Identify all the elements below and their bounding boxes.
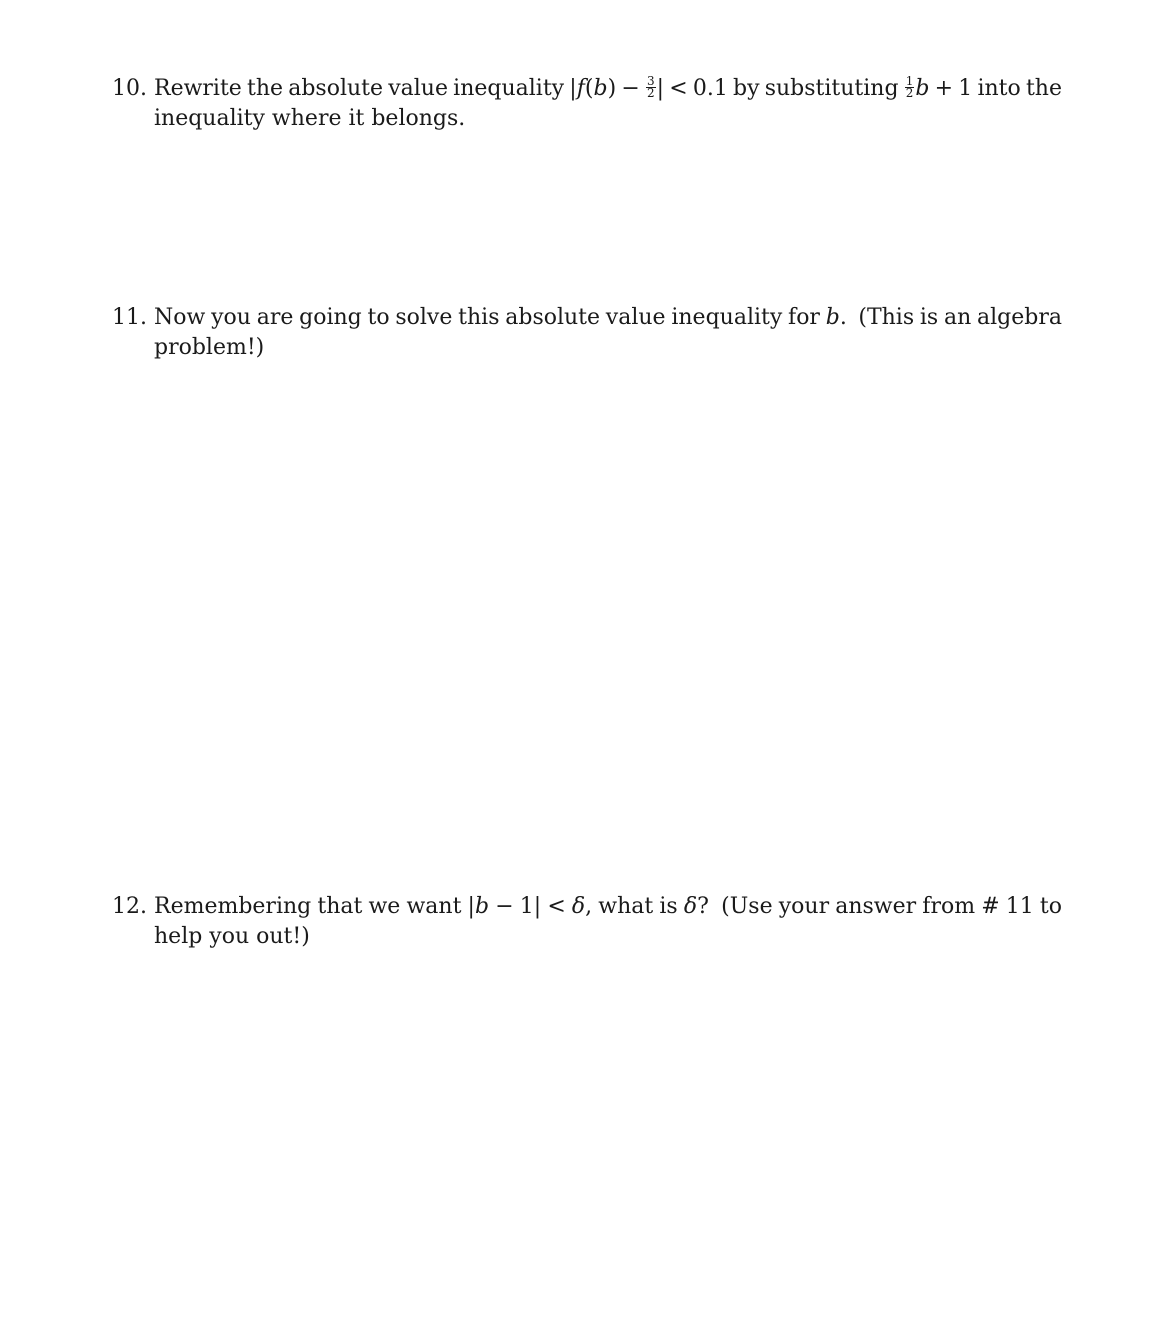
- problem-text: [154, 74, 1062, 134]
- line-group: [154, 74, 1062, 104]
- text-segment: Rewrite the absolute value inequality |: [154, 76, 577, 101]
- problem-10: [112, 74, 1062, 134]
- text-segment: − 1| <: [489, 894, 566, 919]
- fraction-denominator: 2: [905, 85, 914, 100]
- math-variable: b: [915, 76, 930, 101]
- problem-line-1: [154, 303, 1062, 333]
- problem-number: 11.: [112, 305, 147, 330]
- math-delta: δ: [683, 894, 698, 919]
- text-segment: ? (Use your answer from # 11 to: [697, 894, 1062, 919]
- problem-line-1: [154, 74, 1062, 104]
- problem-line-2: inequality where it belongs.: [154, 106, 466, 131]
- text-segment: ) −: [607, 76, 640, 101]
- problem-line-2: problem!): [154, 335, 265, 360]
- problem-12: [112, 892, 1062, 952]
- math-variable: b: [825, 305, 840, 330]
- problem-text: [154, 303, 1062, 363]
- math-variable: b: [474, 894, 490, 919]
- fraction: [905, 73, 915, 100]
- math-variable: b: [593, 76, 608, 101]
- problem-line-2: help you out!): [154, 924, 310, 949]
- line-group: [154, 892, 1062, 922]
- problem-line-1: [154, 892, 1062, 922]
- math-function: f: [576, 76, 585, 101]
- text-segment: , what is: [585, 894, 678, 919]
- text-segment: + 1 into the: [934, 76, 1062, 101]
- text-segment: (: [584, 76, 594, 101]
- fraction-numerator: 3: [646, 73, 655, 88]
- problem-number: 10.: [112, 76, 147, 101]
- problem-11: [112, 303, 1062, 363]
- problem-text: [154, 892, 1062, 952]
- fraction-denominator: 2: [646, 85, 655, 100]
- text-segment: Remembering that we want |: [154, 894, 475, 919]
- text-segment: | < 0.1 by substituting: [656, 76, 899, 101]
- line-group: [154, 303, 1062, 333]
- fraction: [646, 73, 656, 100]
- math-delta: δ: [571, 894, 586, 919]
- fraction-numerator: 1: [905, 73, 914, 88]
- text-segment: . (This is an algebra: [839, 305, 1062, 330]
- text-segment: Now you are going to solve this absolute value inequality for: [154, 305, 820, 330]
- problem-number: 12.: [112, 894, 147, 919]
